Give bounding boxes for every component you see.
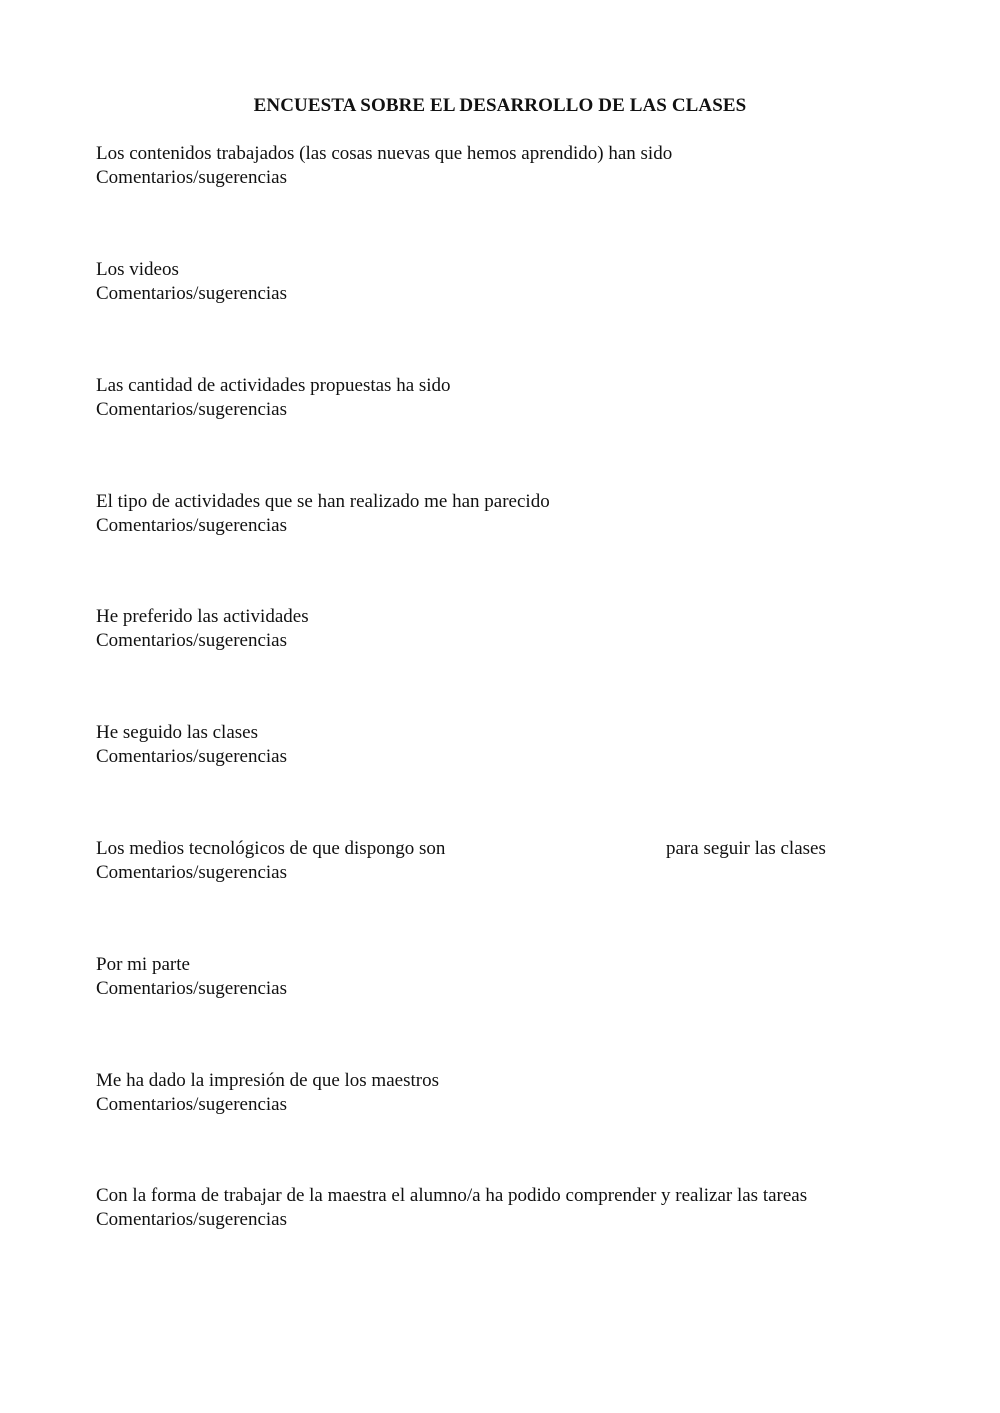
- question-block: [96, 721, 916, 768]
- comments-label: Comentarios/sugerencias: [96, 977, 288, 999]
- question-text: Los medios tecnológicos de que dispongo son: [96, 838, 446, 859]
- question-text: Me ha dado la impresión de que los maestros: [96, 1070, 439, 1091]
- page-title: ENCUESTA SOBRE EL DESARROLLO DE LAS CLASES: [253, 95, 747, 116]
- comments-label: Comentarios/sugerencias: [96, 861, 288, 883]
- comments-label: Comentarios/sugerencias: [96, 514, 288, 536]
- question-block: [96, 837, 916, 884]
- comments-label: Comentarios/sugerencias: [96, 1208, 288, 1230]
- question-block: [96, 142, 916, 189]
- question-block: [96, 374, 916, 421]
- comments-label: Comentarios/sugerencias: [96, 745, 288, 767]
- question-text: Las cantidad de actividades propuestas ha sido: [96, 375, 451, 396]
- question-text-continuation: para seguir las clases: [666, 838, 826, 859]
- question-block: [96, 953, 916, 1000]
- question-text: Por mi parte: [96, 954, 190, 975]
- question-block: [96, 1184, 916, 1231]
- question-text: He preferido las actividades: [96, 606, 309, 627]
- question-text: Con la forma de trabajar de la maestra el alumno/a ha podido comprender y realizar las tareas: [96, 1185, 808, 1206]
- comments-label: Comentarios/sugerencias: [96, 166, 288, 188]
- question-text: He seguido las clases: [96, 722, 258, 743]
- question-text: Los videos: [96, 259, 179, 280]
- comments-label: Comentarios/sugerencias: [96, 1093, 288, 1115]
- comments-label: Comentarios/sugerencias: [96, 282, 288, 304]
- question-line: [96, 837, 916, 861]
- question-text: Los contenidos trabajados (las cosas nuevas que hemos aprendido) han sido: [96, 143, 673, 164]
- question-block: [96, 258, 916, 305]
- comments-label: Comentarios/sugerencias: [96, 398, 288, 420]
- comments-label: Comentarios/sugerencias: [96, 629, 288, 651]
- question-block: [96, 605, 916, 652]
- question-block: [96, 490, 916, 537]
- question-block: [96, 1069, 916, 1116]
- question-text: El tipo de actividades que se han realizado me han parecido: [96, 491, 550, 512]
